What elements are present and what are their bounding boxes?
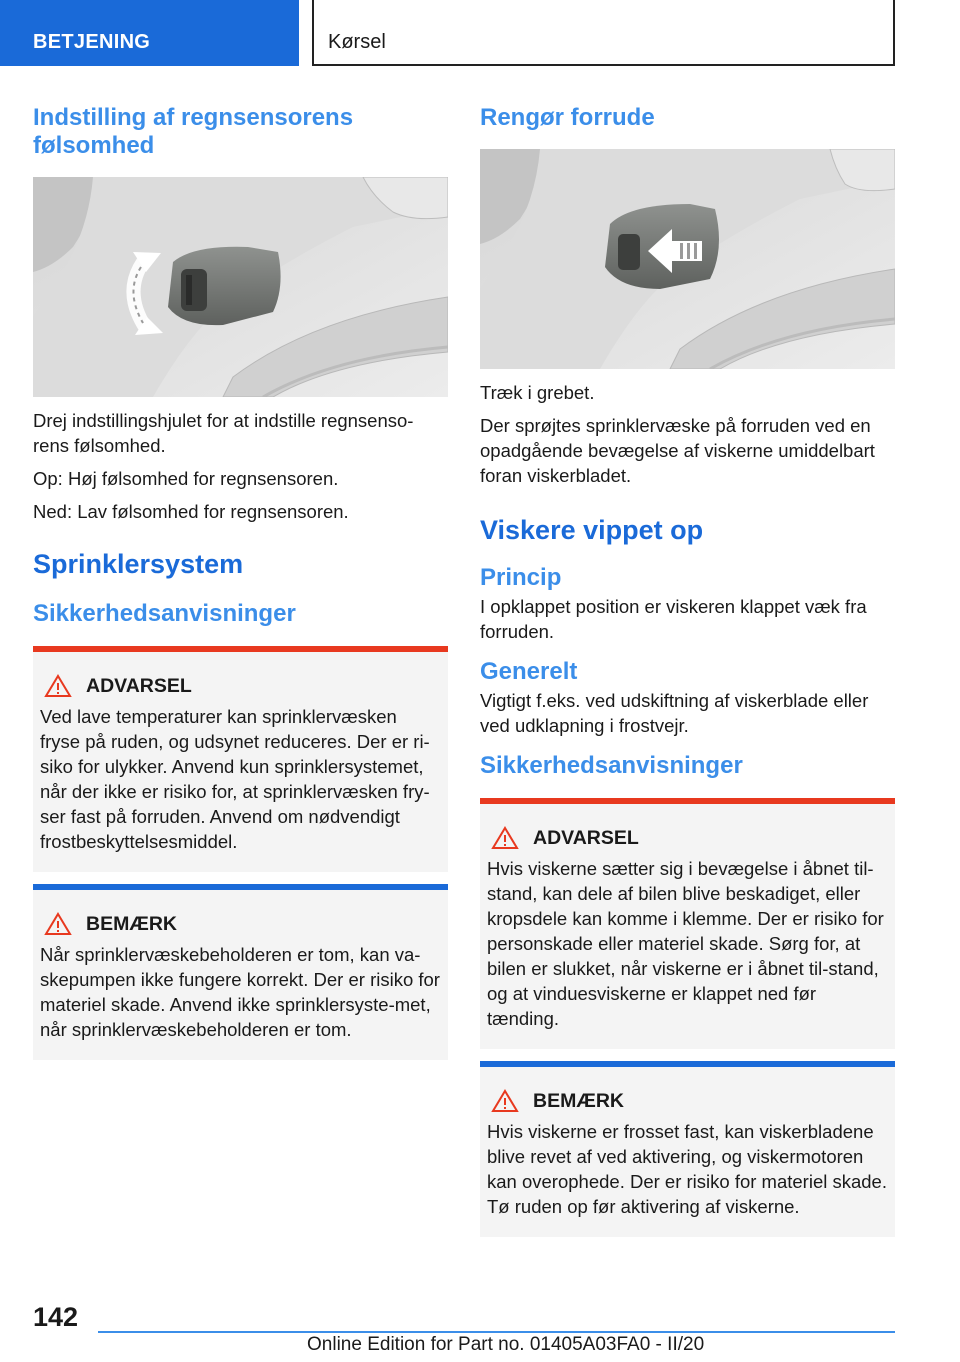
general-text: Vigtigt f.eks. ved udskiftning af viskerblade eller ved udklapning i frostvejr. bbox=[480, 690, 869, 736]
clean-instruction-pull: Træk i grebet. bbox=[480, 382, 595, 403]
section-title: Kørsel bbox=[312, 0, 895, 66]
footer-divider bbox=[98, 1331, 895, 1333]
sprinkler-heading: Sprinklersystem bbox=[33, 549, 244, 579]
rain-sensor-instruction: Drej indstillingshjulet for at indstille regnsenso-rens følsomhed. bbox=[33, 410, 414, 456]
left-note-text: Når sprinklervæskebeholderen er tom, kan va-skepumpen ikke fungere korrekt. Der er risiko for materiel skade. Anvend ikke sprinklersyste-met, når sprinklervæskebeholderen er tom. bbox=[40, 944, 440, 1040]
chapter-tab: BETJENING bbox=[0, 0, 299, 66]
right-safety-heading: Sikkerhedsanvisninger bbox=[480, 752, 743, 779]
rain-sensor-heading: Indstilling af regnsensorens følsomhed bbox=[33, 104, 354, 159]
right-warning-text: Hvis viskerne sætter sig i bevægelse i åbnet til-stand, kan dele af bilen blive beskadiget, eller kropsdele kan komme i klemme. Der er risiko for personskade eller materiel skade. Sørg for, at bilen er slukket, når viskerne er i åbnet til-stand, og at vinduesviskerne er klappet ned før tænding. bbox=[487, 858, 884, 1029]
left-note-title: BEMÆRK bbox=[86, 913, 177, 935]
wiper-stalk-wheel-illustration bbox=[33, 177, 448, 397]
warning-triangle-icon bbox=[491, 1089, 519, 1113]
rain-sensor-down: Ned: Lav følsomhed for regnsensoren. bbox=[33, 501, 349, 522]
rain-sensor-up: Op: Høj følsomhed for regnsensoren. bbox=[33, 468, 339, 489]
right-note-title: BEMÆRK bbox=[533, 1090, 624, 1112]
general-heading: Generelt bbox=[480, 658, 578, 685]
page-number: 142 bbox=[33, 1302, 79, 1332]
right-warning-box bbox=[480, 798, 895, 1049]
left-warning-text: Ved lave temperaturer kan sprinklervæsken fryse på ruden, og udsynet reduceres. Der er ri-siko for ulykker. Anvend kun sprinklersystemet, når der ikke er risiko for, at sprinklervæsken fry-ser fast på forruden. Anvend om nødvendigt frostbeskyttelsesmiddel. bbox=[40, 706, 430, 852]
right-note-text: Hvis viskerne er frosset fast, kan viskerbladene blive revet af ved aktivering, og viskermotoren kan overophede. Der er risiko for materiel skade. Tø ruden op før aktivering af viskerne. bbox=[487, 1121, 887, 1217]
wiper-stalk-pull-illustration bbox=[480, 149, 895, 369]
right-warning-title: ADVARSEL bbox=[533, 827, 639, 849]
warning-triangle-icon bbox=[44, 912, 72, 936]
principle-heading: Princip bbox=[480, 564, 562, 591]
warning-triangle-icon bbox=[491, 826, 519, 850]
left-note-box bbox=[33, 884, 448, 1060]
right-note-box bbox=[480, 1061, 895, 1237]
footer-edition: Online Edition for Part no. 01405A03FA0 - II/20 bbox=[307, 1334, 705, 1355]
clean-windshield-photo bbox=[480, 149, 895, 369]
warning-triangle-icon bbox=[44, 674, 72, 698]
left-warning-title: ADVARSEL bbox=[86, 675, 192, 697]
principle-text: I opklappet position er viskeren klappet væk fra forruden. bbox=[480, 596, 867, 642]
clean-instruction-detail: Der sprøjtes sprinklervæske på forruden ved en opadgående bevægelse af viskerne umiddelbart foran viskerbladet. bbox=[480, 415, 875, 486]
rain-sensor-photo bbox=[33, 177, 448, 397]
left-safety-heading: Sikkerhedsanvisninger bbox=[33, 600, 296, 627]
left-column bbox=[33, 104, 448, 1060]
wipers-folded-heading: Viskere vippet op bbox=[480, 515, 704, 545]
clean-windshield-heading: Rengør forrude bbox=[480, 104, 655, 131]
right-column bbox=[480, 104, 895, 1237]
left-warning-box bbox=[33, 646, 448, 872]
